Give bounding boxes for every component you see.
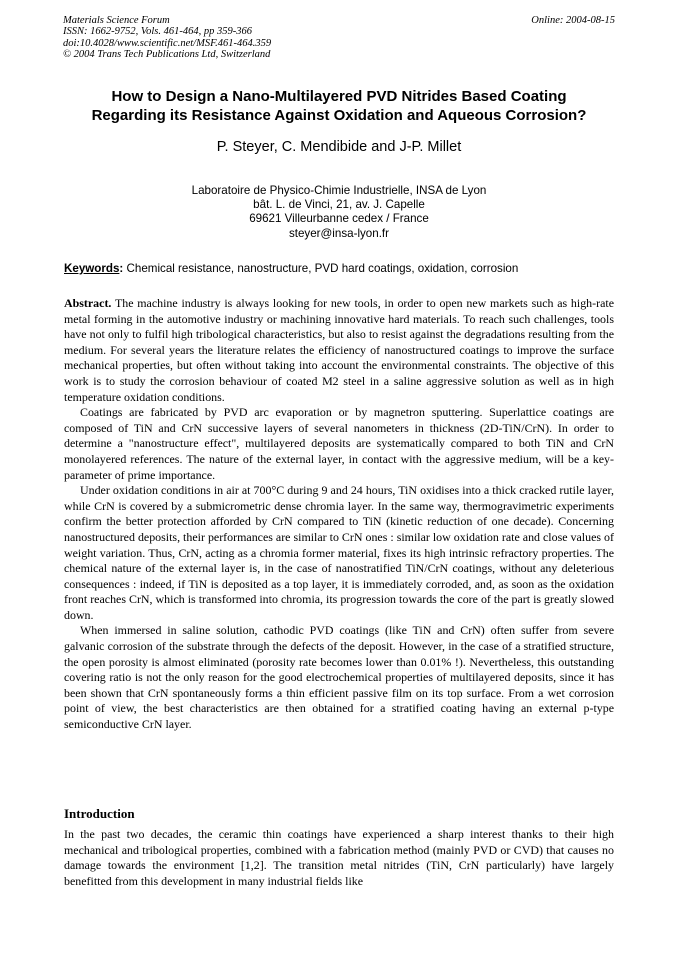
journal-doi[interactable]: doi:10.4028/www.scientific.net/MSF.461-464.359 — [63, 37, 272, 49]
author-list: P. Steyer, C. Mendibide and J-P. Millet — [216, 139, 462, 155]
online-date: Online: 2004-08-15 — [531, 15, 615, 26]
affiliation-city: 69621 Villeurbanne cedex / France — [249, 212, 429, 226]
keywords-label: Keywords — [64, 262, 120, 275]
journal-header — [63, 15, 271, 60]
journal-copyright: © 2004 Trans Tech Publications Ltd, Switzerland — [63, 48, 271, 60]
abstract-paragraph-2: Coatings are fabricated by PVD arc evaporation or by magnetron sputtering. Superlattice coatings are composed of TiN and CrN successive layers of several nanometers in thickness (2D-TiN/CrN). In order to determine a "nanostructure effect", multilayered deposits are systematically compared to both TiN and CrN monolayered references. The nature of the external layer, in contact with the aggressive medium, will be a key-parameter of prime importance. — [64, 405, 614, 482]
keywords-line: Keywords: Chemical resistance, nanostructure, PVD hard coatings, oxidation, corrosion — [64, 262, 519, 275]
affiliation-building: bât. L. de Vinci, 21, av. J. Capelle — [253, 198, 425, 212]
introduction-paragraph-1: In the past two decades, the ceramic thin coatings have experienced a sharp interest thanks to their high mechanical and tribological properties, combined with a fabrication method (mainly PVD or CVD) that causes no damage towards the environment [1,2]. The transition metal nitrides (TiN, CrN particularly) have largely benefitted from this development in many industrial fields like — [64, 827, 614, 888]
abstract-section — [64, 296, 614, 733]
title-line-1: How to Design a Nano-Multilayered PVD Nitrides Based Coating — [111, 88, 567, 105]
journal-name: Materials Science Forum — [63, 15, 170, 26]
author-email[interactable]: steyer@insa-lyon.fr — [288, 226, 390, 240]
online-date-header — [531, 15, 615, 26]
keywords-text: Chemical resistance, nanostructure, PVD hard coatings, oxidation, corrosion — [123, 262, 519, 275]
introduction-heading: Introduction — [64, 806, 135, 821]
affiliation — [40, 184, 638, 241]
paper-title — [40, 88, 638, 125]
abstract-paragraph-1 — [64, 296, 614, 405]
abstract-paragraph-3: Under oxidation conditions in air at 700°C during 9 and 24 hours, TiN oxidises into a thick cracked rutile layer, while CrN is covered by a submicrometric dense chromia layer. In the same way, thermogravimetric experiments confirm the better protection afforded by CrN compared to TiN (kinetic reduction of one decade). Concerning nanostructured deposits, their performances are similar to CrN ones : similar low oxidation rate and close values of weight variation. Thus, CrN, acting as a chromia former material, fixes its high intrinsic refractory properties. The chemical nature of the external layer is, in the case of nanostratified TiN/CrN coatings, without any deleterious consequences : indeed, if TiN is deposited as a top layer, it is immediately corroded, and, as soon as the oxidation front reaches CrN, which is transformed into chromia, its progression towards the core of the part is greatly slowed down. — [64, 483, 614, 622]
affiliation-lab: Laboratoire de Physico-Chimie Industrielle, INSA de Lyon — [191, 184, 487, 197]
introduction-section — [64, 827, 614, 889]
journal-issn: ISSN: 1662-9752, Vols. 461-464, pp 359-366 — [63, 26, 252, 38]
abstract-label: Abstract. — [64, 296, 112, 310]
abstract-paragraph-4: When immersed in saline solution, cathodic PVD coatings (like TiN and CrN) often suffer from severe galvanic corrosion of the substrate through the defects of the deposit. However, in the case of a stratified structure, the open porosity is almost eliminated (porosity rate becomes lower than 0.01% !). Nevertheless, this outstanding covering ratio is not the only reason for the good electrochemical properties of multilayered deposits, since it has been shown that CrN spontaneously forms a thin efficient passive film on its top surface. From a wet corrosion point of view, the best characteristics are then obtained for a stratified coating having an external p-type semiconductive CrN layer. — [64, 623, 614, 732]
title-line-2: Regarding its Resistance Against Oxidation and Aqueous Corrosion? — [91, 106, 587, 124]
abstract-text-1: The machine industry is always looking for new tools, in order to open new markets such as high-rate metal forming in the automotive industry or machining innovative hard materials. To reach such challenges, tools have not only to fulfil high tribological characteristics, but also to resist against the degradations resulting from the medium. For several years the literature relates the efficiency of nanostructured coatings to improve the surface mechanical properties, but often without taking into account the environmental constraints. The objective of this work is to study the corrosion behaviour of coated M2 steel in a saline aggressive solution as well as in high temperature oxidation conditions. — [64, 296, 614, 404]
